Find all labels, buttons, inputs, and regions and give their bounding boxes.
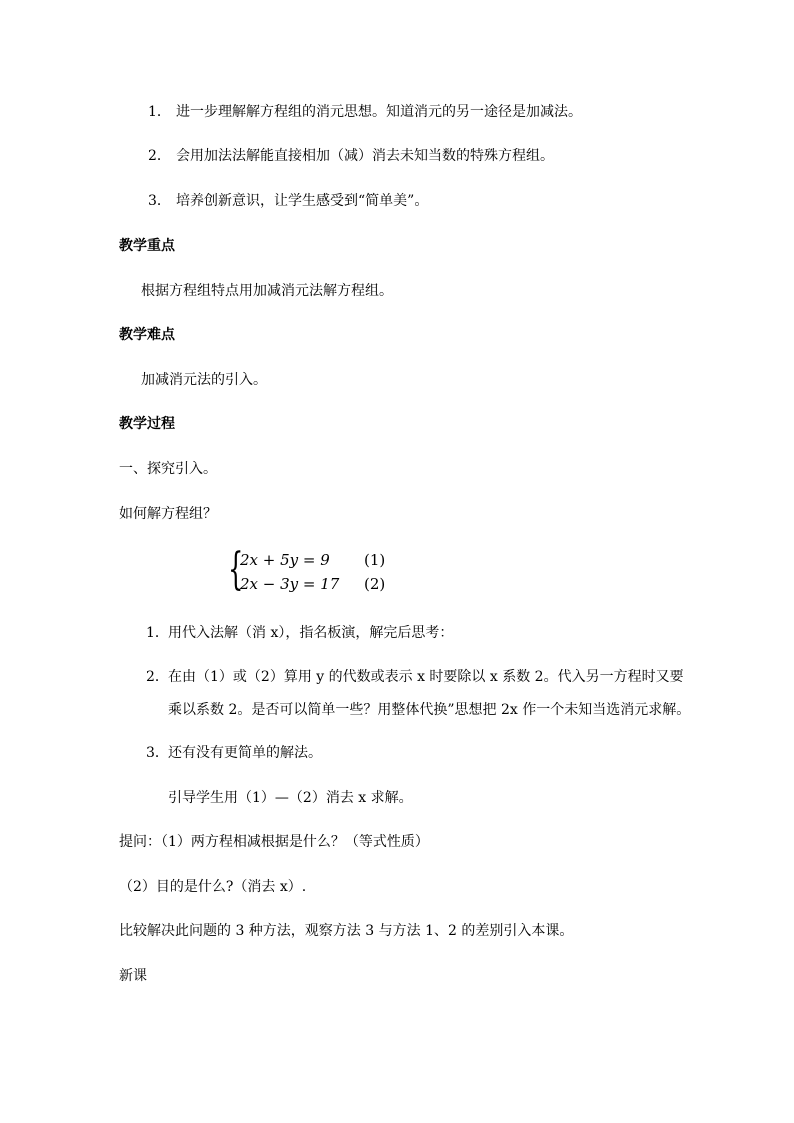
step-3 (146, 743, 322, 763)
new-lesson-heading: 新课 (119, 968, 147, 984)
objective-3 (148, 191, 428, 211)
equation-system (228, 544, 408, 596)
equation-2-label: (2) (364, 575, 386, 593)
difficulty-text: 加减消元法的引入。 (141, 372, 267, 388)
left-brace: { (228, 544, 244, 595)
process-heading: 教学过程 (119, 416, 175, 432)
equation-1-label: (1) (364, 551, 386, 569)
step-2-continuation: 乘以系数 2。是否可以简单一些？用整体代换”思想把 2x 作一个未知当选消元求解。 (168, 702, 691, 718)
compare-text: 比较解决此问题的 3 种方法，观察方法 3 与方法 1、2 的差别引入本课。 (119, 923, 574, 939)
key-point-text: 根据方程组特点用加减消元法解方程组。 (141, 283, 393, 299)
objective-text: 培养创新意识，让学生感受到“简单美”。 (176, 193, 429, 209)
step-text: 在由（1）或（2）算用 y 的代数或表示 x 时要除以 x 系数 2。代入另一方程时又要 (168, 669, 684, 685)
step-text: 用代入法解（消 x），指名板演，解完后思考： (168, 625, 454, 641)
ask-1: 提问：（1）两方程相减根据是什么？（等式性质） (119, 834, 429, 850)
objective-text: 会用加法法解能直接相加（减）消去未知当数的特殊方程组。 (176, 148, 554, 164)
section-intro: 一、探究引入。 (119, 461, 217, 477)
ask-2: （2）目的是什么?（消去 x）. (119, 879, 307, 895)
objective-number: 2． (148, 148, 171, 164)
equation-2: 2x − 3y = 17 (240, 575, 340, 593)
guide-text: 引导学生用（1）—（2）消去 x 求解。 (168, 790, 413, 806)
objective-2 (148, 146, 554, 166)
step-2 (146, 667, 684, 687)
step-number: 2． (146, 669, 169, 685)
objective-1 (148, 102, 582, 122)
objective-number: 1． (148, 104, 171, 120)
step-number: 1． (146, 625, 169, 641)
objective-text: 进一步理解解方程组的消元思想。知道消元的另一途径是加减法。 (176, 104, 582, 120)
equation-1: 2x + 5y = 9 (240, 551, 330, 569)
step-number: 3． (146, 745, 169, 761)
objective-number: 3． (148, 193, 171, 209)
question-text: 如何解方程组？ (119, 506, 217, 522)
step-1 (146, 623, 453, 643)
difficulty-heading: 教学难点 (119, 327, 175, 343)
key-point-heading: 教学重点 (119, 238, 175, 254)
step-text: 还有没有更简单的解法。 (168, 745, 322, 761)
